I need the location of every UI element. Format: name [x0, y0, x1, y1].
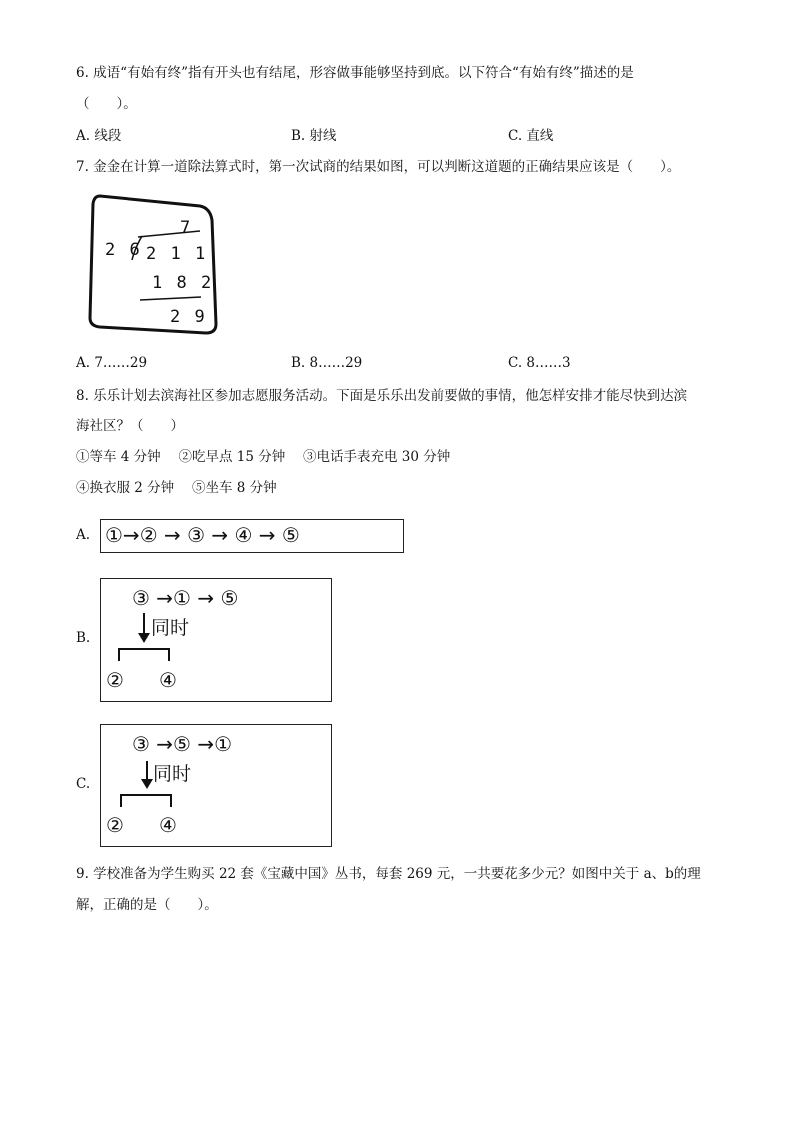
q7-division-figure: [88, 190, 218, 336]
q8-option-a-box[interactable]: [100, 519, 404, 553]
q7-stem: 7. 金金在计算一道除法算式时，第一次试商的结果如图，可以判断这道题的正确结果应该是（ ）。: [76, 159, 681, 175]
q6-stem-line1: 6. 成语“有始有终”指有开头也有结尾，形容做事能够坚持到底。以下符合“有始有终”描述的是: [76, 65, 634, 81]
q8-option-c-label[interactable]: C.: [76, 776, 91, 792]
q8-items-line1: ①等车 4 分钟 ②吃早点 15 分钟 ③电话手表充电 30 分钟: [76, 449, 451, 465]
q7-remainder: 2 9: [170, 307, 207, 327]
q8-items-line2: ④换衣服 2 分钟 ⑤坐车 8 分钟: [76, 480, 277, 496]
q8-option-b-same-time: 同时: [151, 617, 190, 639]
q8-option-b-flow: ③ →① → ⑤: [132, 586, 239, 610]
q6-option-a[interactable]: A. 线段: [76, 128, 122, 144]
q8-option-b-label[interactable]: B.: [76, 630, 91, 646]
q8-option-b-box[interactable]: [100, 578, 332, 702]
q8-option-c-flow: ③ →⑤ →①: [132, 732, 233, 756]
q8-option-b-right: ④: [159, 668, 177, 692]
q8-option-c-right: ④: [159, 813, 177, 837]
q7-product: 1 8 2: [152, 273, 214, 293]
q8-option-b-left: ②: [106, 668, 124, 692]
q8-stem-line2: 海社区？（ ）: [76, 418, 184, 434]
q6-option-c[interactable]: C. 直线: [508, 128, 554, 144]
q8-option-c-same-time: 同时: [153, 763, 192, 785]
q7-divisor: 2 6: [105, 240, 142, 260]
q9-stem-line1: 9. 学校准备为学生购买 22 套《宝藏中国》丛书，每套 269 元，一共要花多少元？如图中关于 a、b的理: [76, 866, 701, 882]
q6-stem-line2: （ ）。: [76, 96, 137, 112]
q8-option-c-left: ②: [106, 813, 124, 837]
q8-option-b-connector: [101, 579, 331, 701]
q7-option-b[interactable]: B. 8……29: [291, 355, 363, 371]
q8-stem-line1: 8. 乐乐计划去滨海社区参加志愿服务活动。下面是乐乐出发前要做的事情，他怎样安排才能尽快到达滨: [76, 388, 688, 404]
q8-option-c-box[interactable]: [100, 724, 332, 847]
q7-dividend: 2 1 1: [146, 244, 208, 264]
q7-option-c[interactable]: C. 8……3: [508, 355, 571, 371]
q9-stem-line2: 解，正确的是（ ）。: [76, 897, 218, 913]
q8-option-c-connector: [101, 725, 331, 846]
q8-option-a-label[interactable]: A.: [76, 527, 91, 543]
q7-option-a[interactable]: A. 7……29: [76, 355, 148, 371]
q6-option-b[interactable]: B. 射线: [291, 128, 337, 144]
q8-option-a-flow: ①→② → ③ → ④ → ⑤: [105, 523, 300, 547]
q7-quotient: 7: [180, 218, 193, 238]
